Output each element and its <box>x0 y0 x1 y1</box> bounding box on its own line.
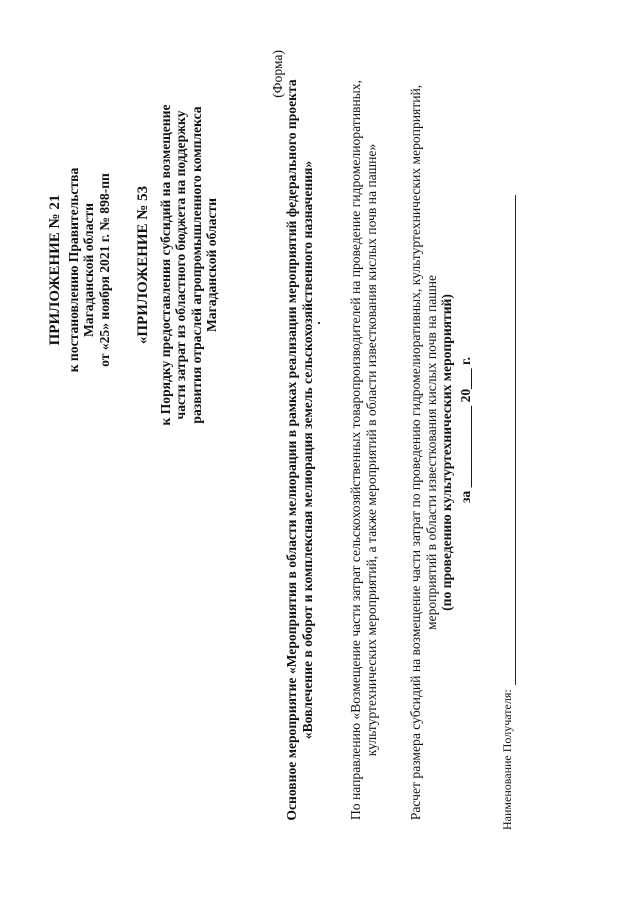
appendix-sub-block <box>136 100 220 430</box>
form-label: (Форма) <box>270 50 285 98</box>
period-line: за ____________ 20___ г. <box>458 356 473 504</box>
appendix-main-line1: к постановлению Правительства <box>65 167 81 373</box>
recipient-row <box>500 130 516 830</box>
calculation-text: Расчет размера субсидий на возмещение части затрат по проведению гидромелиоративных, культуртехнических мероприятий, мероприятий в области известкования кислых почв на пашне <box>408 84 439 821</box>
calculation-subtitle: (по проведению культуртехнических мероприятий) <box>439 294 455 611</box>
appendix-main-line3: от «25» ноября 2021 г. № 898-пп <box>96 173 112 367</box>
appendix-main-title: ПРИЛОЖЕНИЕ № 21 <box>47 194 63 346</box>
direction-paragraph: По направлению «Возмещение части затрат сельскохозяйственных товаропроизводителей на проведение гидромелиоративных, культуртехнических мероприятий, а также мероприятий в области известкования кислых почв на пашне» <box>348 80 379 821</box>
recipient-blank-line <box>505 195 516 685</box>
appendix-sub-title: «ПРИЛОЖЕНИЕ № 53 <box>135 185 151 345</box>
appendix-sub-body: к Порядку предоставления субсидий на возмещение части затрат из областного бюджета на поддержку развития отраслей агропромышленного комплекса Магаданской области <box>157 104 220 426</box>
rotated-sheet <box>48 45 568 860</box>
main-event-heading: Основное мероприятие «Мероприятия в области мелиорации в рамках реализации мероприятий федерального проекта «Вовлечение в оборот и комплексная мелиорация земель сельскохозяйственного назначения» <box>284 79 315 821</box>
calculation-heading <box>408 45 455 860</box>
appendix-main-line2: Магаданской области <box>81 202 97 338</box>
appendix-main-block <box>48 80 112 460</box>
recipient-label: Наименование Получателя: <box>500 689 514 830</box>
